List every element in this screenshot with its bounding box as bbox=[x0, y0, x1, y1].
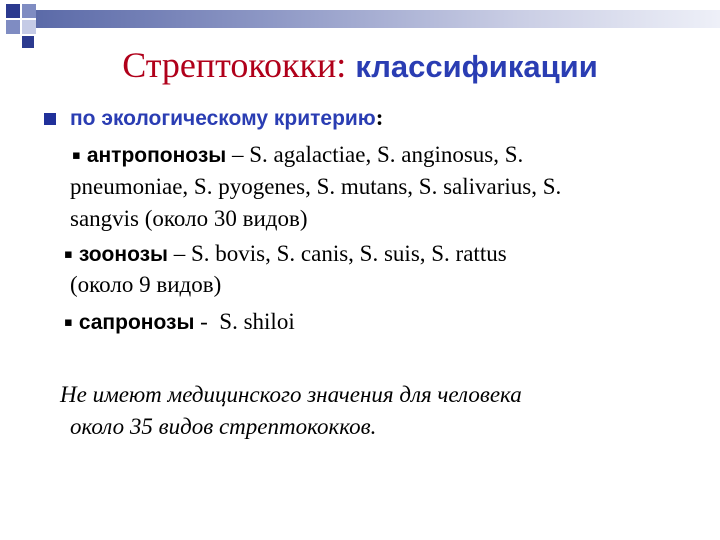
group-separator: – bbox=[168, 241, 191, 266]
note-line1: Не имеют медицинского значения для человека bbox=[60, 382, 522, 407]
note-line2: около 35 видов стрептококков. bbox=[70, 414, 377, 439]
group-line2: pneumoniae, S. pyogenes, S. mutans, S. salivarius, S. bbox=[70, 174, 562, 199]
bullet-square-icon bbox=[44, 113, 56, 125]
group-line1: S. shiloi bbox=[219, 309, 295, 334]
deco-square bbox=[22, 4, 36, 18]
list-item-sapronoses bbox=[64, 307, 295, 341]
bullet-icon: ▪ bbox=[64, 315, 73, 330]
deco-square bbox=[6, 20, 20, 34]
slide-title bbox=[0, 42, 720, 90]
group-line1: S. agalactiae, S. anginosus, S. bbox=[249, 142, 524, 167]
group-line1: S. bovis, S. canis, S. suis, S. rattus bbox=[191, 241, 507, 266]
group-name: антропонозы bbox=[86, 144, 227, 167]
header-gradient-bar bbox=[36, 10, 720, 28]
criterion-colon: : bbox=[375, 105, 384, 130]
group-name: зоонозы bbox=[78, 243, 168, 266]
group-separator: – bbox=[226, 142, 250, 167]
title-part1: Стрептококки: bbox=[122, 45, 347, 85]
list-item-anthroponoses bbox=[72, 140, 523, 174]
criterion-heading bbox=[70, 103, 383, 134]
group-line3: sangvis (около 30 видов) bbox=[70, 206, 308, 231]
deco-square bbox=[22, 20, 36, 34]
bullet-icon: ▪ bbox=[72, 148, 81, 163]
title-part2: классификации bbox=[355, 49, 598, 84]
bullet-icon: ▪ bbox=[64, 247, 73, 262]
criterion-label: по экологическому критерию bbox=[70, 107, 376, 130]
deco-square bbox=[6, 4, 20, 18]
list-item-zoonoses bbox=[64, 239, 507, 273]
group-name: сапронозы bbox=[78, 311, 195, 334]
group-separator: - bbox=[194, 309, 220, 334]
group-line2: (около 9 видов) bbox=[70, 272, 222, 297]
